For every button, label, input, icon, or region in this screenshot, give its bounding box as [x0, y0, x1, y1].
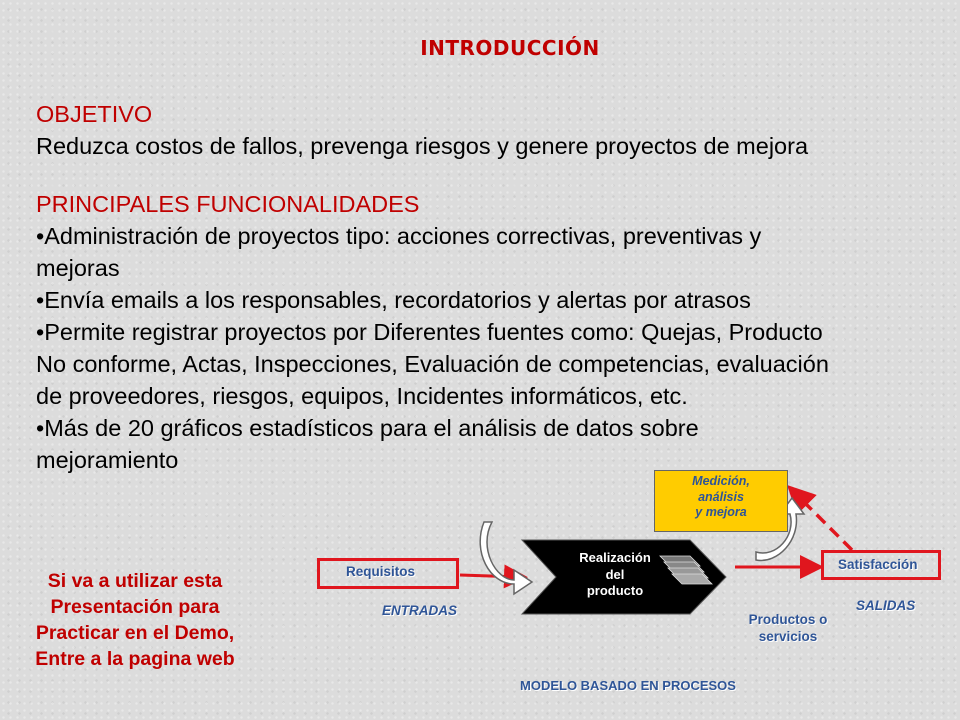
productos-line: Productos o: [748, 612, 828, 627]
funcionalidad-line: •Administración de proyectos tipo: acciones correctivas, preventivas y: [36, 223, 762, 249]
salidas-label: SALIDAS: [856, 598, 916, 613]
demo-note-line: Entre a la pagina web: [35, 648, 235, 670]
objetivo-heading: OBJETIVO: [36, 101, 153, 127]
productos-label: [738, 611, 838, 645]
satisfaccion-label: Satisfacción: [838, 557, 918, 572]
slide-title: INTRODUCCIÓN: [420, 36, 600, 60]
medicion-box: [654, 470, 788, 532]
medicion-line: Medición,: [692, 474, 750, 488]
modelo-label: MODELO BASADO EN PROCESOS: [520, 678, 736, 693]
demo-note-line: Practicar en el Demo,: [35, 622, 235, 644]
funcionalidad-line: No conforme, Actas, Inspecciones, Evaluación de competencias, evaluación: [36, 351, 829, 377]
demo-note-line: Presentación para: [50, 596, 220, 618]
medicion-line: y mejora: [695, 505, 747, 519]
uturn-arrow-left: [480, 522, 532, 594]
demo-note-line: Si va a utilizar esta: [47, 570, 223, 592]
requisitos-label: Requisitos: [346, 564, 416, 579]
entradas-label: ENTRADAS: [382, 603, 458, 618]
productos-line: servicios: [758, 629, 818, 644]
funcionalidades-heading: PRINCIPALES FUNCIONALIDADES: [36, 191, 420, 217]
funcionalidad-line: •Envía emails a los responsables, recordatorios y alertas por atrasos: [36, 287, 751, 313]
medicion-line: análisis: [698, 489, 744, 504]
realizacion-line: Realización: [579, 550, 651, 565]
funcionalidad-line: •Más de 20 gráficos estadísticos para el análisis de datos sobre: [36, 415, 699, 441]
funcionalidad-line: mejoras: [36, 255, 120, 281]
realizacion-line: del: [605, 566, 625, 582]
funcionalidad-line: •Permite registrar proyectos por Diferentes fuentes como: Quejas, Producto: [36, 319, 823, 345]
realizacion-label: [560, 550, 670, 600]
realizacion-line: producto: [586, 583, 644, 598]
funcionalidad-line: mejoramiento: [36, 447, 179, 473]
objetivo-text: Reduzca costos de fallos, prevenga riesgos y genere proyectos de mejora: [36, 133, 809, 159]
funcionalidad-line: de proveedores, riesgos, equipos, Incidentes informáticos, etc.: [36, 383, 688, 409]
input-arrow: [460, 575, 522, 577]
feedback-arrow: [792, 490, 852, 550]
